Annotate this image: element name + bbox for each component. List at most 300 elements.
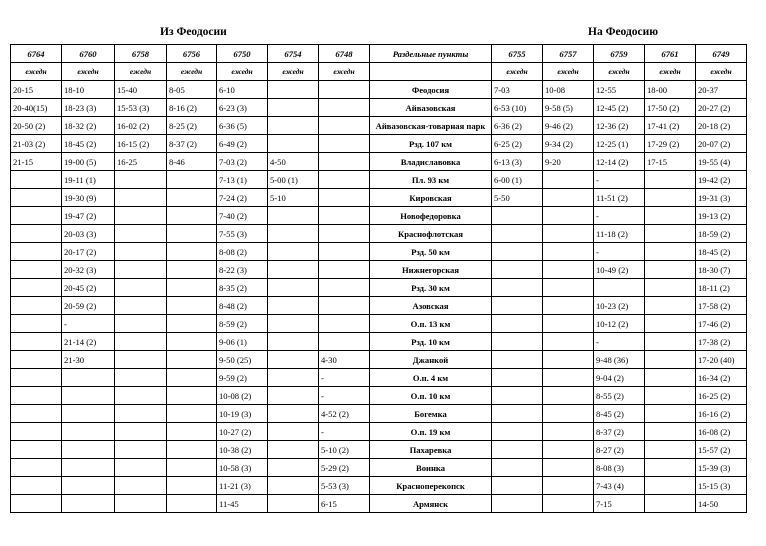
time-cell — [115, 459, 167, 477]
time-cell: 20-45 (2) — [62, 279, 115, 297]
frequency-cell: ежедн — [492, 63, 543, 81]
time-cell: 19-47 (2) — [62, 207, 115, 225]
time-cell — [268, 315, 319, 333]
time-cell — [167, 477, 217, 495]
time-cell: 9-59 (2) — [217, 369, 268, 387]
time-cell — [167, 441, 217, 459]
time-cell — [268, 207, 319, 225]
time-cell: 20-17 (2) — [62, 243, 115, 261]
time-cell: 20-32 (3) — [62, 261, 115, 279]
time-cell: 8-48 (2) — [217, 297, 268, 315]
timetable-row — [11, 243, 747, 261]
time-cell: 20-40(15) — [11, 99, 62, 117]
time-cell: 11-18 (2) — [594, 225, 645, 243]
time-cell — [319, 297, 370, 315]
time-cell — [11, 225, 62, 243]
time-cell — [268, 387, 319, 405]
time-cell — [115, 279, 167, 297]
time-cell: 17-29 (2) — [645, 135, 696, 153]
time-cell — [543, 387, 594, 405]
time-cell: 17-41 (2) — [645, 117, 696, 135]
station-name: Рзд. 107 км — [370, 135, 492, 153]
timetable-row — [11, 315, 747, 333]
time-cell — [11, 495, 62, 513]
station-name: Кировская — [370, 189, 492, 207]
time-cell: 11-21 (3) — [217, 477, 268, 495]
time-cell: 6-53 (10) — [492, 99, 543, 117]
time-cell — [268, 225, 319, 243]
time-cell: 8-25 (2) — [167, 117, 217, 135]
time-cell — [115, 441, 167, 459]
time-cell: 7-03 — [492, 81, 543, 99]
time-cell: 10-38 (2) — [217, 441, 268, 459]
time-cell — [645, 459, 696, 477]
time-cell — [492, 207, 543, 225]
time-cell — [543, 261, 594, 279]
time-cell — [11, 333, 62, 351]
time-cell — [492, 333, 543, 351]
time-cell — [492, 459, 543, 477]
time-cell — [492, 261, 543, 279]
time-cell — [115, 171, 167, 189]
time-cell — [115, 387, 167, 405]
time-cell: 19-11 (1) — [62, 171, 115, 189]
time-cell — [115, 351, 167, 369]
frequency-cell: ежедн — [167, 63, 217, 81]
time-cell: - — [594, 333, 645, 351]
frequency-cell: ежедн — [268, 63, 319, 81]
time-cell: 5-53 (3) — [319, 477, 370, 495]
time-cell — [167, 351, 217, 369]
time-cell: 16-34 (2) — [696, 369, 747, 387]
time-cell: 20-07 (2) — [696, 135, 747, 153]
time-cell — [115, 243, 167, 261]
time-cell: 10-12 (2) — [594, 315, 645, 333]
time-cell — [645, 441, 696, 459]
time-cell: 19-55 (4) — [696, 153, 747, 171]
time-cell: 11-45 — [217, 495, 268, 513]
time-cell — [645, 315, 696, 333]
time-cell — [268, 99, 319, 117]
time-cell — [492, 243, 543, 261]
station-name: Пахаревка — [370, 441, 492, 459]
frequency-cell: ежедн — [645, 63, 696, 81]
time-cell: 21-15 — [11, 153, 62, 171]
time-cell: 7-43 (4) — [594, 477, 645, 495]
time-cell: 11-51 (2) — [594, 189, 645, 207]
station-name: О.п. 13 км — [370, 315, 492, 333]
time-cell — [11, 207, 62, 225]
time-cell: 16-16 (2) — [696, 405, 747, 423]
time-cell: - — [319, 369, 370, 387]
time-cell — [11, 369, 62, 387]
time-cell: 6-15 — [319, 495, 370, 513]
time-cell: 10-08 — [543, 81, 594, 99]
time-cell: 20-59 (2) — [62, 297, 115, 315]
time-cell: 5-00 (1) — [268, 171, 319, 189]
time-cell — [543, 459, 594, 477]
time-cell — [11, 441, 62, 459]
time-cell: 17-46 (2) — [696, 315, 747, 333]
timetable-row — [11, 333, 747, 351]
time-cell — [543, 243, 594, 261]
time-cell: 12-25 (1) — [594, 135, 645, 153]
time-cell — [268, 243, 319, 261]
time-cell — [492, 495, 543, 513]
time-cell — [11, 315, 62, 333]
time-cell: 8-59 (2) — [217, 315, 268, 333]
time-cell: 7-15 — [594, 495, 645, 513]
time-cell: 6-36 (2) — [492, 117, 543, 135]
time-cell: 8-37 (2) — [167, 135, 217, 153]
station-name: Армянск — [370, 495, 492, 513]
time-cell: 8-27 (2) — [594, 441, 645, 459]
time-cell — [645, 495, 696, 513]
time-cell — [167, 171, 217, 189]
time-cell — [167, 369, 217, 387]
time-cell: 6-36 (5) — [217, 117, 268, 135]
time-cell: 21-03 (2) — [11, 135, 62, 153]
frequency-cell: ежедн — [115, 63, 167, 81]
time-cell: 9-50 (25) — [217, 351, 268, 369]
time-cell: 16-25 (2) — [696, 387, 747, 405]
time-cell: 6-00 (1) — [492, 171, 543, 189]
timetable-row — [11, 117, 747, 135]
train-number-header: 6750 — [217, 45, 268, 63]
time-cell: 18-30 (7) — [696, 261, 747, 279]
time-cell — [645, 243, 696, 261]
time-cell: 19-31 (3) — [696, 189, 747, 207]
time-cell — [492, 387, 543, 405]
time-cell — [167, 207, 217, 225]
time-cell — [543, 279, 594, 297]
frequency-row — [11, 63, 747, 81]
time-cell — [268, 333, 319, 351]
time-cell — [115, 405, 167, 423]
time-cell: 5-10 (2) — [319, 441, 370, 459]
time-cell: 9-46 (2) — [543, 117, 594, 135]
time-cell — [492, 297, 543, 315]
time-cell — [543, 207, 594, 225]
time-cell — [11, 261, 62, 279]
time-cell — [543, 441, 594, 459]
time-cell: - — [62, 315, 115, 333]
timetable-row — [11, 279, 747, 297]
time-cell — [645, 333, 696, 351]
time-cell — [543, 351, 594, 369]
time-cell: 17-50 (2) — [645, 99, 696, 117]
time-cell — [167, 459, 217, 477]
time-cell — [62, 405, 115, 423]
to-feodosia-heading: На Феодосию — [588, 26, 659, 38]
time-cell — [645, 261, 696, 279]
time-cell — [319, 279, 370, 297]
time-cell: 17-15 — [645, 153, 696, 171]
time-cell — [319, 207, 370, 225]
timetable-row — [11, 135, 747, 153]
timetable-body — [11, 81, 747, 513]
time-cell — [319, 333, 370, 351]
time-cell — [62, 495, 115, 513]
time-cell — [594, 279, 645, 297]
time-cell — [645, 387, 696, 405]
from-feodosia-heading: Из Феодосии — [160, 26, 227, 38]
time-cell — [645, 279, 696, 297]
timetable-row — [11, 81, 747, 99]
station-name: О.п. 10 км — [370, 387, 492, 405]
time-cell — [115, 207, 167, 225]
time-cell: 18-59 (2) — [696, 225, 747, 243]
time-cell — [268, 279, 319, 297]
time-cell — [62, 369, 115, 387]
time-cell — [645, 297, 696, 315]
time-cell: 6-49 (2) — [217, 135, 268, 153]
time-cell: 15-39 (3) — [696, 459, 747, 477]
time-cell: 20-18 (2) — [696, 117, 747, 135]
timetable-row — [11, 261, 747, 279]
time-cell: - — [594, 243, 645, 261]
frequency-cell: ежедн — [594, 63, 645, 81]
time-cell — [645, 171, 696, 189]
time-cell: - — [594, 171, 645, 189]
time-cell: 7-55 (3) — [217, 225, 268, 243]
time-cell: 19-30 (9) — [62, 189, 115, 207]
time-cell — [492, 423, 543, 441]
time-cell — [543, 225, 594, 243]
time-cell: 7-13 (1) — [217, 171, 268, 189]
station-name: Нижнегорская — [370, 261, 492, 279]
time-cell: 16-15 (2) — [115, 135, 167, 153]
time-cell: 5-10 — [268, 189, 319, 207]
station-name: Азовская — [370, 297, 492, 315]
time-cell — [319, 81, 370, 99]
time-cell: 20-27 (2) — [696, 99, 747, 117]
time-cell: 18-11 (2) — [696, 279, 747, 297]
station-name: Новофедоровка — [370, 207, 492, 225]
time-cell — [268, 405, 319, 423]
timetable-row — [11, 405, 747, 423]
time-cell — [543, 189, 594, 207]
time-cell — [319, 243, 370, 261]
time-cell: 8-35 (2) — [217, 279, 268, 297]
time-cell — [115, 369, 167, 387]
time-cell: 21-14 (2) — [62, 333, 115, 351]
time-cell — [167, 189, 217, 207]
time-cell: 17-20 (40) — [696, 351, 747, 369]
time-cell: 15-53 (3) — [115, 99, 167, 117]
time-cell: - — [594, 207, 645, 225]
time-cell — [115, 333, 167, 351]
train-number-header: 6756 — [167, 45, 217, 63]
timetable-row — [11, 351, 747, 369]
time-cell — [115, 261, 167, 279]
time-cell — [492, 441, 543, 459]
train-number-header: 6749 — [696, 45, 747, 63]
time-cell — [11, 351, 62, 369]
time-cell: 6-25 (2) — [492, 135, 543, 153]
time-cell — [167, 387, 217, 405]
time-cell — [62, 459, 115, 477]
time-cell — [268, 81, 319, 99]
time-cell — [543, 405, 594, 423]
station-name: Воинка — [370, 459, 492, 477]
frequency-cell: ежедн — [319, 63, 370, 81]
time-cell: 12-45 (2) — [594, 99, 645, 117]
time-cell — [268, 261, 319, 279]
time-cell — [543, 171, 594, 189]
time-cell — [11, 405, 62, 423]
station-name: Айвазовская — [370, 99, 492, 117]
time-cell: 10-27 (2) — [217, 423, 268, 441]
time-cell — [645, 225, 696, 243]
timetable-row — [11, 441, 747, 459]
station-name: Красноперекопск — [370, 477, 492, 495]
timetable-row — [11, 207, 747, 225]
time-cell: 14-50 — [696, 495, 747, 513]
frequency-cell: ежедн — [62, 63, 115, 81]
time-cell: 9-20 — [543, 153, 594, 171]
station-name: Айвазовская-товарная парк — [370, 117, 492, 135]
station-name: Рзд. 50 км — [370, 243, 492, 261]
time-cell — [167, 225, 217, 243]
timetable-row — [11, 171, 747, 189]
time-cell: - — [319, 423, 370, 441]
time-cell — [62, 441, 115, 459]
station-name: Рзд. 30 км — [370, 279, 492, 297]
train-number-row — [11, 45, 747, 63]
station-name: О.п. 4 км — [370, 369, 492, 387]
time-cell — [645, 351, 696, 369]
time-cell: 8-46 — [167, 153, 217, 171]
time-cell — [268, 477, 319, 495]
time-cell — [268, 135, 319, 153]
time-cell: 10-23 (2) — [594, 297, 645, 315]
time-cell: 8-37 (2) — [594, 423, 645, 441]
train-number-header: 6757 — [543, 45, 594, 63]
frequency-cell: ежедн — [11, 63, 62, 81]
time-cell — [62, 423, 115, 441]
time-cell — [11, 477, 62, 495]
time-cell: 15-57 (2) — [696, 441, 747, 459]
time-cell: 18-32 (2) — [62, 117, 115, 135]
time-cell: 6-10 — [217, 81, 268, 99]
time-cell — [645, 207, 696, 225]
time-cell: 5-50 — [492, 189, 543, 207]
time-cell: 9-04 (2) — [594, 369, 645, 387]
time-cell — [167, 279, 217, 297]
timetable-row — [11, 459, 747, 477]
station-name: Рзд. 10 км — [370, 333, 492, 351]
time-cell — [268, 369, 319, 387]
timetable — [10, 44, 747, 513]
time-cell — [319, 99, 370, 117]
time-cell — [167, 315, 217, 333]
time-cell — [268, 351, 319, 369]
time-cell: 9-06 (1) — [217, 333, 268, 351]
time-cell — [492, 477, 543, 495]
time-cell — [543, 297, 594, 315]
time-cell — [167, 495, 217, 513]
time-cell: 16-02 (2) — [115, 117, 167, 135]
time-cell — [62, 477, 115, 495]
time-cell: 9-58 (5) — [543, 99, 594, 117]
time-cell — [115, 495, 167, 513]
time-cell: 18-23 (3) — [62, 99, 115, 117]
time-cell — [11, 387, 62, 405]
time-cell — [645, 477, 696, 495]
time-cell — [115, 315, 167, 333]
time-cell: 20-50 (2) — [11, 117, 62, 135]
time-cell — [319, 225, 370, 243]
time-cell — [115, 477, 167, 495]
timetable-row — [11, 297, 747, 315]
stations-column-header: Раздельные пункты — [370, 45, 492, 63]
time-cell — [645, 423, 696, 441]
time-cell — [492, 279, 543, 297]
time-cell: 18-45 (2) — [62, 135, 115, 153]
time-cell — [492, 225, 543, 243]
time-cell — [543, 333, 594, 351]
time-cell — [11, 279, 62, 297]
time-cell: 20-15 — [11, 81, 62, 99]
time-cell: 4-30 — [319, 351, 370, 369]
timetable-row — [11, 495, 747, 513]
time-cell: 7-40 (2) — [217, 207, 268, 225]
train-number-header: 6748 — [319, 45, 370, 63]
time-cell: 15-40 — [115, 81, 167, 99]
timetable-row — [11, 189, 747, 207]
time-cell — [115, 225, 167, 243]
time-cell — [115, 423, 167, 441]
time-cell — [543, 495, 594, 513]
time-cell — [167, 261, 217, 279]
frequency-cell: ежедн — [696, 63, 747, 81]
time-cell — [11, 171, 62, 189]
time-cell — [11, 243, 62, 261]
train-number-header: 6754 — [268, 45, 319, 63]
time-cell: 16-25 — [115, 153, 167, 171]
time-cell — [543, 477, 594, 495]
train-number-header: 6758 — [115, 45, 167, 63]
train-number-header: 6755 — [492, 45, 543, 63]
time-cell: 12-55 — [594, 81, 645, 99]
time-cell: 6-13 (3) — [492, 153, 543, 171]
time-cell: 7-03 (2) — [217, 153, 268, 171]
station-name: Владиславовка — [370, 153, 492, 171]
time-cell — [268, 117, 319, 135]
time-cell — [268, 459, 319, 477]
time-cell: 19-00 (5) — [62, 153, 115, 171]
time-cell — [645, 189, 696, 207]
time-cell: 9-34 (2) — [543, 135, 594, 153]
time-cell: 8-05 — [167, 81, 217, 99]
time-cell: 15-15 (3) — [696, 477, 747, 495]
time-cell: 10-08 (2) — [217, 387, 268, 405]
time-cell: 19-42 (2) — [696, 171, 747, 189]
time-cell: 6-23 (3) — [217, 99, 268, 117]
time-cell — [319, 315, 370, 333]
time-cell: 9-48 (36) — [594, 351, 645, 369]
station-name: Феодосия — [370, 81, 492, 99]
train-number-header: 6761 — [645, 45, 696, 63]
time-cell — [319, 261, 370, 279]
time-cell — [115, 297, 167, 315]
timetable-row — [11, 477, 747, 495]
station-name: Краснофлотская — [370, 225, 492, 243]
time-cell — [11, 189, 62, 207]
time-cell — [167, 243, 217, 261]
time-cell: 8-55 (2) — [594, 387, 645, 405]
